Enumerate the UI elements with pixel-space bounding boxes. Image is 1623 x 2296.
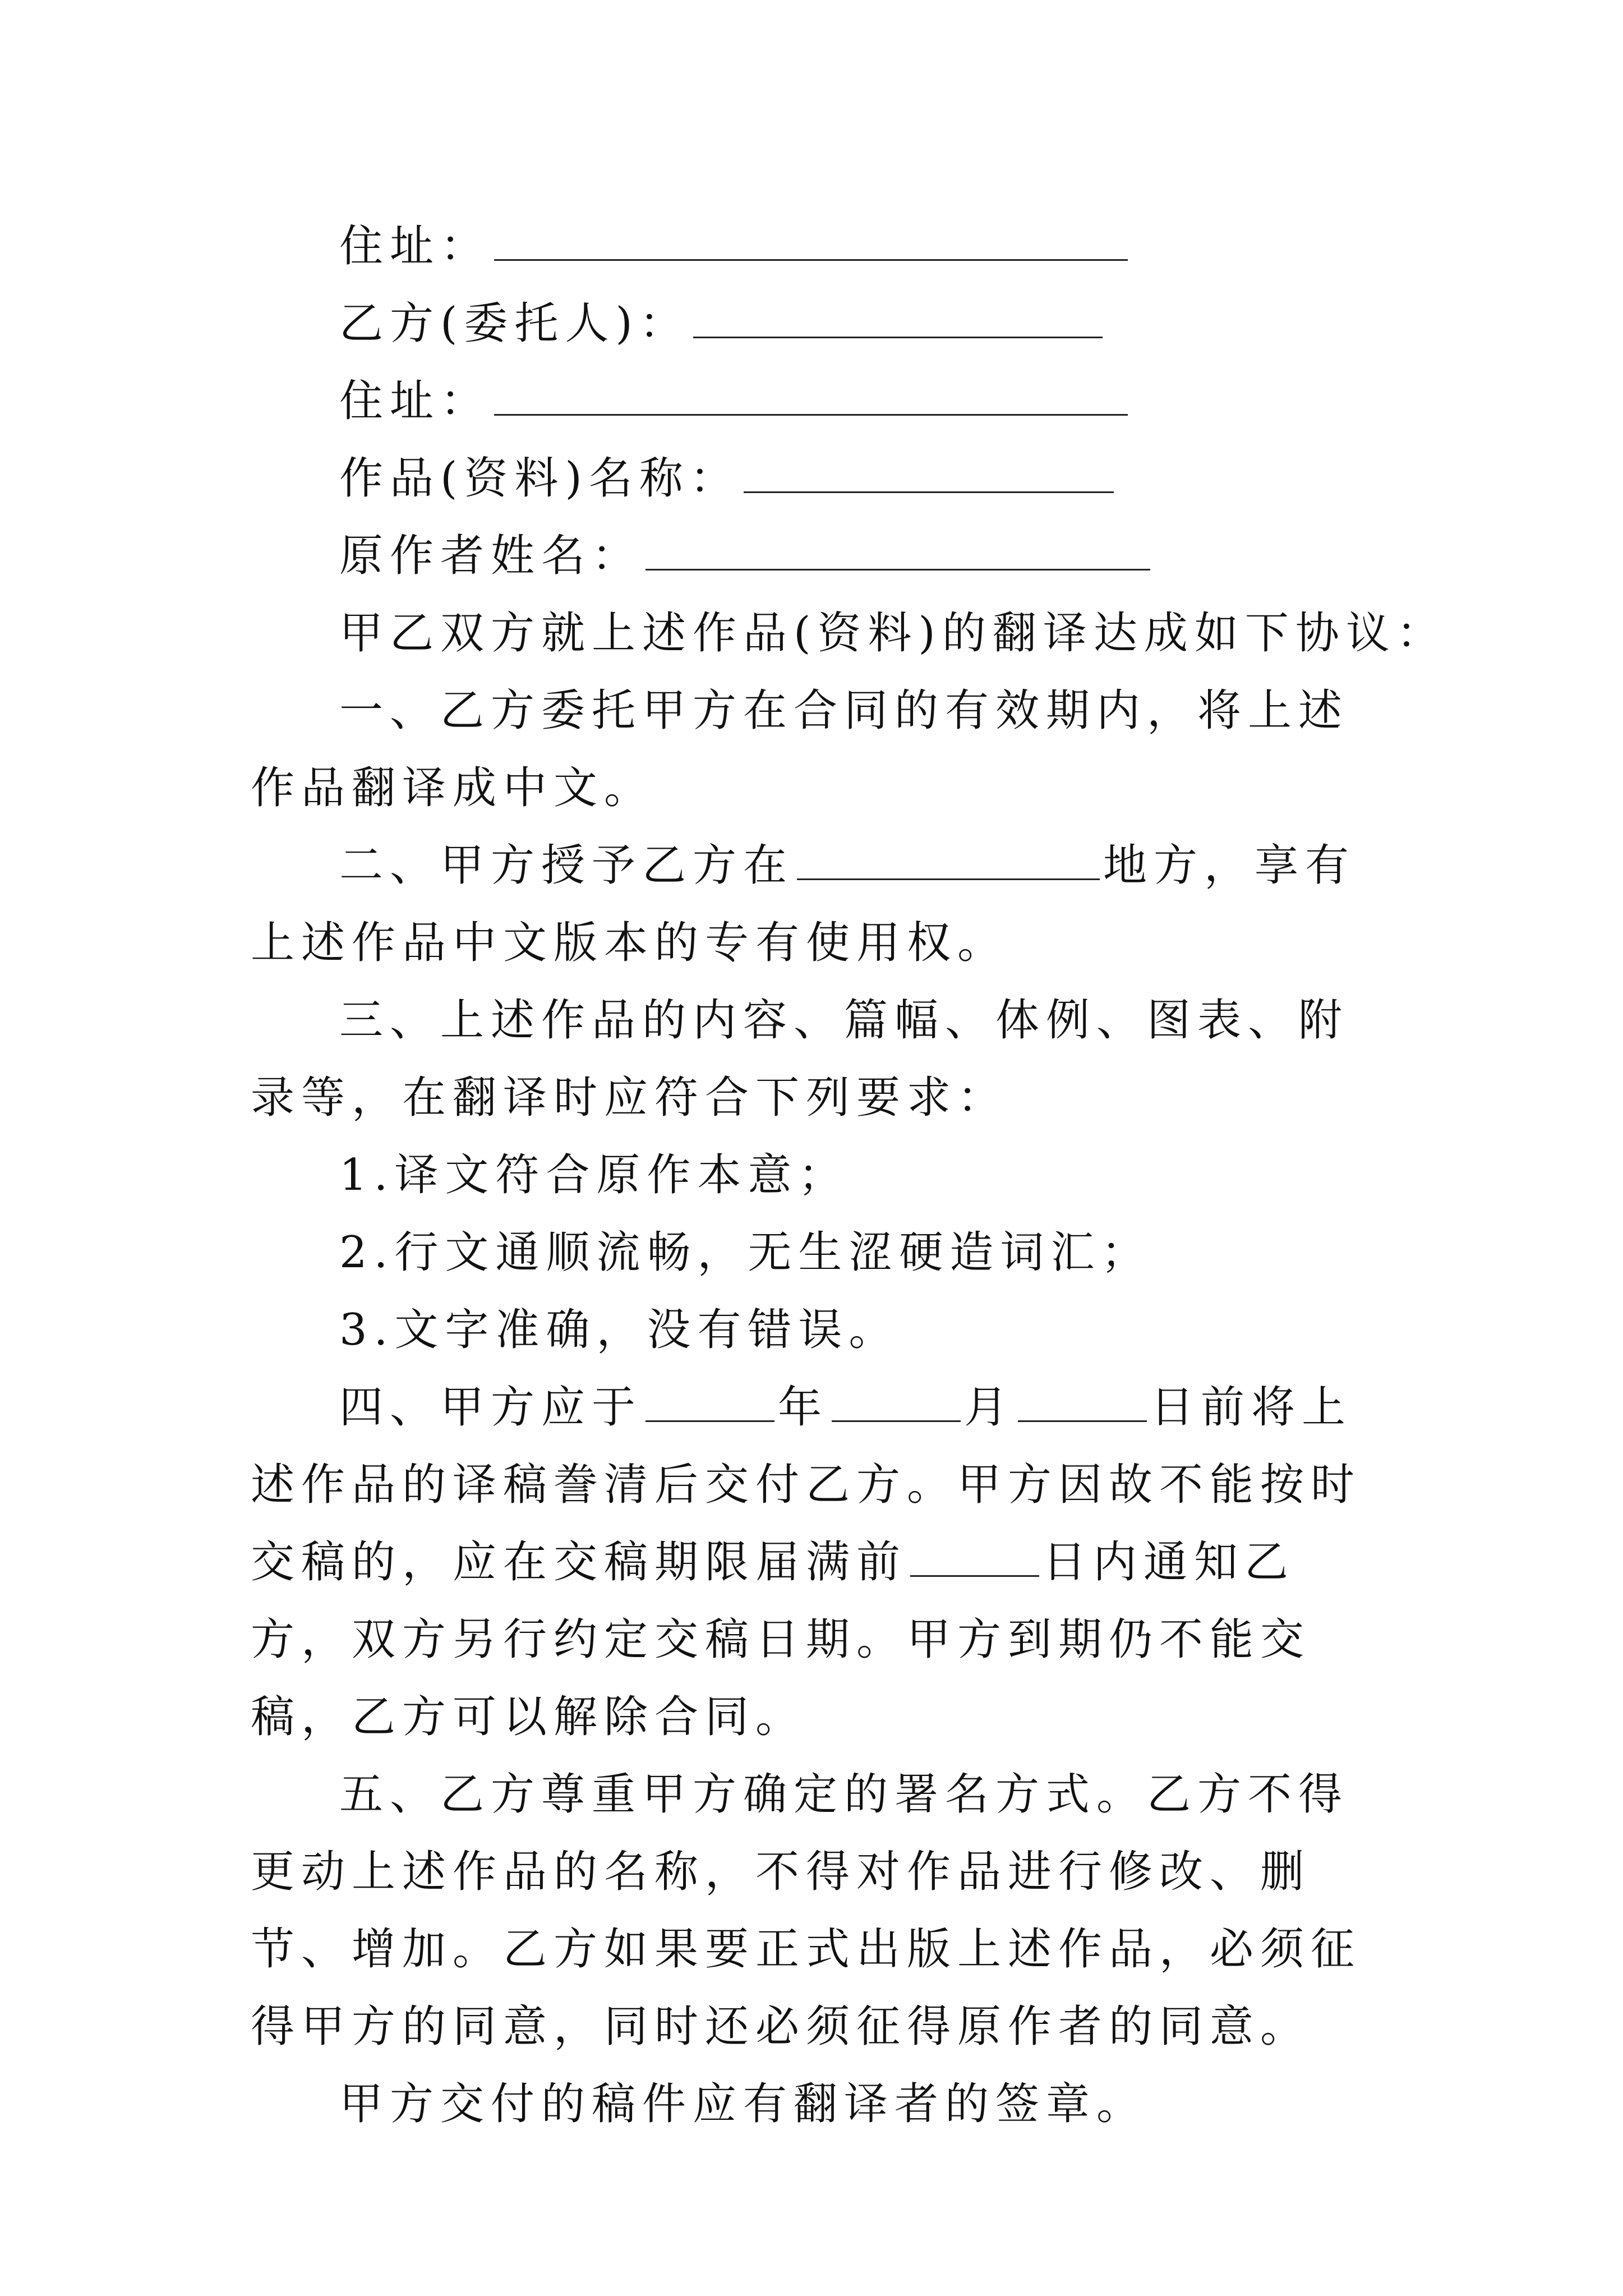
original-author-label: 原作者姓名： xyxy=(339,531,643,581)
requirement-2: 2.行文通顺流畅，无生涩硬造词汇； xyxy=(339,1227,1152,1278)
clause-2-after: 地方，享有上述作品中文版本的专有使用权。 xyxy=(251,840,1356,968)
party-b-label: 乙方(委托人)： xyxy=(339,298,690,349)
original-author-field xyxy=(251,517,1389,595)
year-label: 年 xyxy=(778,1382,829,1433)
clause-4-part3: 日内通知乙方，双方另行约定交稿日期。甲方到期仍不能交稿，乙方可以解除合同。 xyxy=(251,1537,1311,1742)
address-field-1 xyxy=(251,208,1389,285)
work-title-blank xyxy=(744,458,1114,493)
party-b-blank xyxy=(693,303,1103,338)
clause-3: 三、上述作品的内容、篇幅、体例、图表、附录等，在翻译时应符合下列要求： xyxy=(251,995,1349,1123)
clause-2-before: 二、甲方授予乙方在 xyxy=(339,840,794,891)
clause-4-part1: 四、甲方应于 xyxy=(339,1382,643,1433)
clause-2 xyxy=(251,827,1389,982)
region-blank xyxy=(797,845,1100,880)
agreement-intro: 甲乙双方就上述作品(资料)的翻译达成如下协议： xyxy=(339,608,1447,659)
address-label: 住址： xyxy=(339,376,491,426)
day-blank xyxy=(1018,1387,1147,1422)
clause-4-part2: 日前将上述作品的译稿誊清后交付乙方。甲方因故不能按时交稿的，应在交稿期限届满前 xyxy=(251,1382,1362,1588)
year-blank xyxy=(645,1387,774,1422)
original-author-blank xyxy=(645,535,1150,570)
month-blank xyxy=(832,1387,961,1422)
clause-1: 一、乙方委托甲方在合同的有效期内，将上述作品翻译成中文。 xyxy=(251,685,1349,813)
requirement-1: 1.译文符合原作本意； xyxy=(339,1150,849,1200)
address-blank xyxy=(494,380,1128,416)
notice-days-blank xyxy=(910,1542,1039,1577)
address-label: 住址： xyxy=(339,221,491,272)
closing-line: 甲方交付的稿件应有翻译者的签章。 xyxy=(339,2079,1147,2129)
work-title-label: 作品(资料)名称： xyxy=(339,453,740,504)
address-field-2 xyxy=(251,362,1389,440)
month-label: 月 xyxy=(964,1382,1015,1433)
contract-page xyxy=(251,208,1447,2143)
party-b-field xyxy=(251,285,1389,362)
work-title-field xyxy=(251,440,1389,517)
clause-5: 五、乙方尊重甲方确定的署名方式。乙方不得更动上述作品的名称，不得对作品进行修改、删节、增加。乙方如果要正式出版上述作品，必须征得甲方的同意，同时还必须征得原作者的同意。 xyxy=(251,1769,1362,2052)
clause-4 xyxy=(251,1369,1389,1756)
address-blank xyxy=(494,226,1128,261)
requirement-3: 3.文字准确，没有错误。 xyxy=(339,1305,900,1355)
